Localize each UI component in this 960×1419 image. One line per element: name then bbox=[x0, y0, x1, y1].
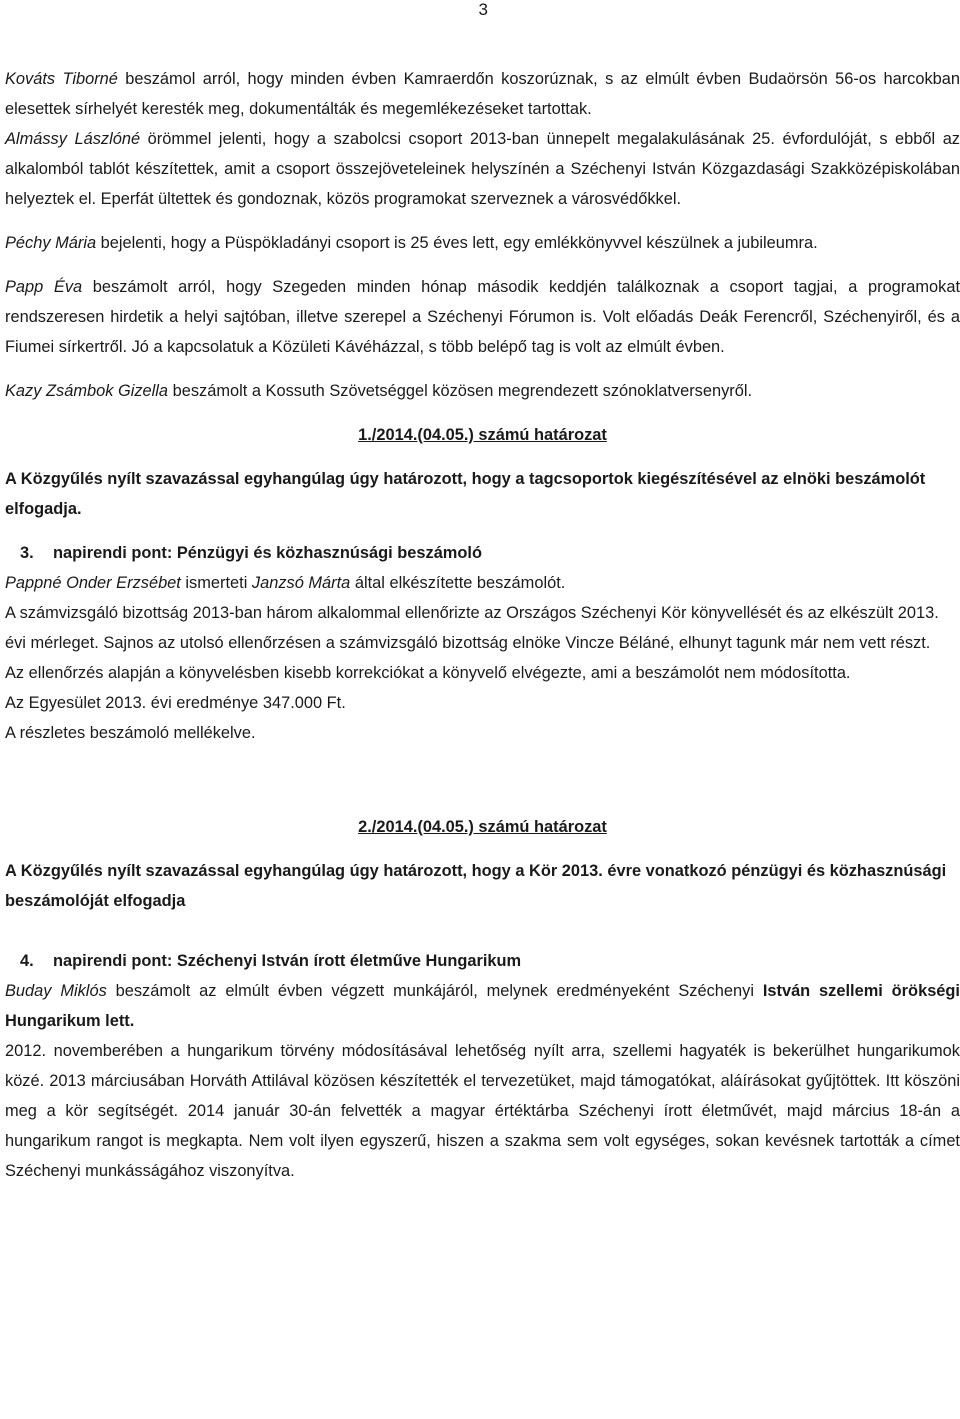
resolution-1-title: 1./2014.(04.05.) számú határozat bbox=[358, 426, 607, 444]
resolution-1-text: A Közgyűlés nyílt szavazással egyhangúlag úgy határozott, hogy a tagcsoportok kiegészítésével az elnöki beszámolót elfogadja. bbox=[5, 470, 926, 518]
text-fragment: beszámolt az elmúlt évben végzett munkájáról, melynek eredményeként Széchenyi bbox=[106, 982, 763, 1000]
page-number: 3 bbox=[478, 0, 488, 19]
agenda-item-4-heading bbox=[5, 946, 960, 976]
person-name: Papp Éva bbox=[5, 278, 83, 296]
paragraph-pechy bbox=[5, 228, 960, 258]
item4-presenter bbox=[5, 976, 960, 1036]
person-name: Péchy Mária bbox=[5, 234, 97, 252]
text-fragment: ismerteti bbox=[180, 574, 252, 592]
paragraph-almassy bbox=[5, 124, 960, 214]
resolution-2-title: 2./2014.(04.05.) számú határozat bbox=[358, 818, 607, 836]
paragraph-text: örömmel jelenti, hogy a szabolcsi csoport 2013-ban ünnepelt megalakulásának 25. évfordulóját, s ebből az alkalomból tablót készítettek, amit a csoport összejöveteleinek helyszínén a Széchenyi István Közgazdasági Szakközépiskolában helyeztek el. Eperfát ültettek és gondoznak, közös programokat szerveznek a városvédőkkel. bbox=[5, 130, 960, 208]
bold-text: István szellemi örökségi Hungarikum lett. bbox=[5, 982, 960, 1030]
item3-result: Az Egyesület 2013. évi eredménye 347.000 Ft. bbox=[5, 694, 346, 712]
person-name: Kováts Tiborné bbox=[5, 70, 118, 88]
item4-details: 2012. novemberében a hungarikum törvény módosításával lehetőség nyílt arra, szellemi hagyaték is bekerülhet hungarikumok közé. 2013 márciusában Horváth Attilával közösen készítették el tervezetüket, majd támogatókat, aláírásokat gyűjtöttek. Itt köszöni meg a kör segítségét. 2014 január 30-án felvették a magyar értéktárba Széchenyi írott életművét, majd március 18-án a hungarikum rangot is megkapta. Nem volt ilyen egyszerű, hiszen a szakma sem volt egységes, sokan kevésnek tartották a címet Széchenyi munkásságához viszonyítva. bbox=[5, 1042, 960, 1180]
item3-attachment: A részletes beszámoló mellékelve. bbox=[5, 724, 256, 742]
paragraph-text: beszámolt a Kossuth Szövetséggel közösen megrendezett szónoklatversenyről. bbox=[168, 382, 753, 400]
paragraph-kovats bbox=[5, 64, 960, 124]
person-name: Kazy Zsámbok Gizella bbox=[5, 382, 169, 400]
agenda-item-title: napirendi pont: Pénzügyi és közhasznúsági beszámoló bbox=[53, 544, 482, 562]
agenda-item-title: napirendi pont: Széchenyi István írott életműve Hungarikum bbox=[53, 952, 522, 970]
agenda-item-3-heading bbox=[5, 538, 960, 568]
text-fragment: által elkészítette beszámolót. bbox=[350, 574, 566, 592]
paragraph-text: beszámolt arról, hogy Szegeden minden hónap második keddjén találkoznak a csoport tagjai, a programokat rendszeresen hirdetik a helyi sajtóban, illetve szerepel a Széchenyi Fórumon is. Volt előadás Deák Ferencről, Széchenyiről, és a Fiumei sírkertről. Jó a kapcsolatuk a Közületi Kávéházzal, s több belépő tag is volt az elmúlt évben. bbox=[5, 278, 960, 356]
agenda-item-number: 3. bbox=[20, 544, 34, 562]
item3-presenter bbox=[5, 568, 960, 598]
paragraph-papp bbox=[5, 272, 960, 362]
person-name: Pappné Onder Erzsébet bbox=[5, 574, 181, 592]
person-name: Janzsó Márta bbox=[251, 574, 351, 592]
paragraph-kazy bbox=[5, 376, 960, 406]
person-name: Buday Miklós bbox=[5, 982, 107, 1000]
item3-correction: Az ellenőrzés alapján a könyvelésben kisebb korrekciókat a könyvelő elvégezte, ami a beszámolót nem módosította. bbox=[5, 664, 851, 682]
paragraph-text: bejelenti, hogy a Püspökladányi csoport is 25 éves lett, egy emlékkönyvvel készülnek a jubileumra. bbox=[96, 234, 818, 252]
person-name: Almássy Lászlóné bbox=[5, 130, 141, 148]
item3-audit: A számvizsgáló bizottság 2013-ban három alkalommal ellenőrizte az Országos Széchenyi Kör könyvellését és az elkészült 2013. évi mérleget. Sajnos az utolsó ellenőrzésen a számvizsgáló bizottság elnöke Vincze Béláné, elhunyt tagunk már nem vett részt. bbox=[5, 604, 939, 652]
agenda-item-number: 4. bbox=[20, 952, 34, 970]
paragraph-text: beszámol arról, hogy minden évben Kamraerdőn koszorúznak, s az elmúlt évben Budaörsön 56-os harcokban elesettek sírhelyét keresték meg, dokumentálták és megemlékezéseket tartottak. bbox=[5, 70, 960, 118]
resolution-2-text: A Közgyűlés nyílt szavazással egyhangúlag úgy határozott, hogy a Kör 2013. évre vonatkozó pénzügyi és közhasznúsági beszámolóját elfogadja bbox=[5, 862, 947, 910]
document-body bbox=[5, 64, 960, 1186]
